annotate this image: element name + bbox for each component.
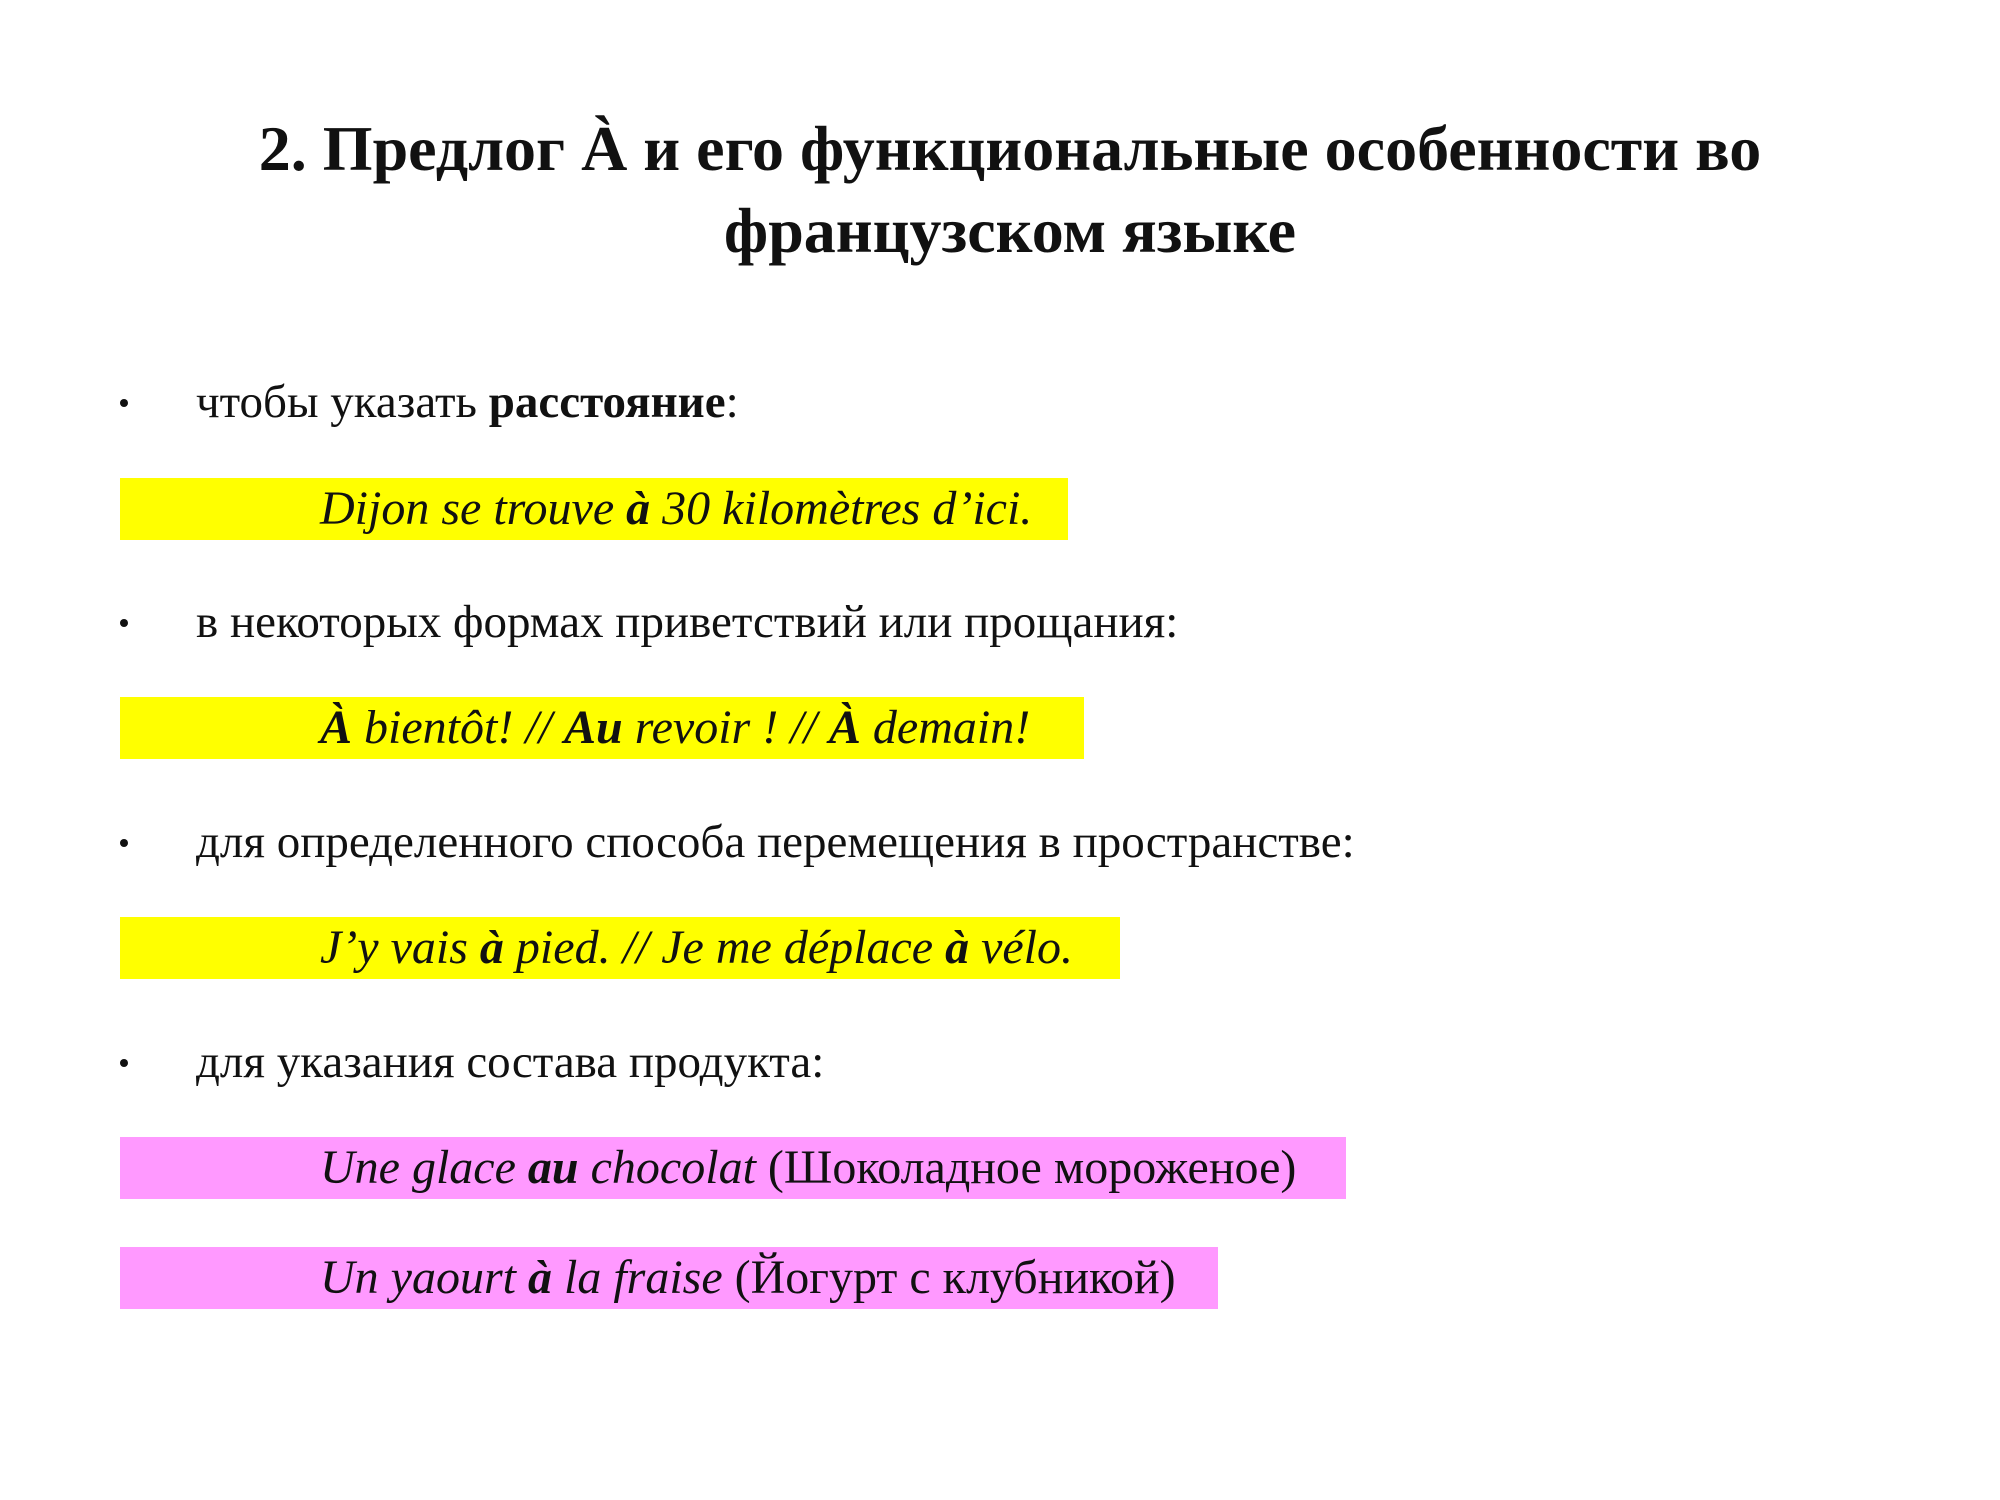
example-text	[120, 478, 1032, 540]
example-part: vélo.	[969, 921, 1074, 974]
example-part: Dijon se trouve	[320, 482, 627, 535]
example-preposition: à	[479, 921, 504, 974]
example-part: Une glace	[320, 1141, 528, 1194]
example-part: revoir ! //	[622, 701, 829, 754]
example-preposition: À	[828, 701, 861, 754]
bullet-icon	[120, 839, 128, 847]
bullet-text-part: :	[725, 376, 739, 428]
example-part: la fraise	[551, 1251, 723, 1304]
example-text	[120, 697, 1030, 759]
example-preposition: à	[945, 921, 970, 974]
example-part: bientôt! //	[352, 701, 564, 754]
example-part: demain!	[860, 701, 1031, 754]
example-highlight-transport	[120, 917, 1120, 979]
example-part: 30 kilomètres d’ici.	[650, 482, 1033, 535]
example-translation: (Йогурт с клубникой)	[722, 1251, 1176, 1304]
example-part: chocolat	[578, 1141, 756, 1194]
example-preposition: À	[320, 701, 353, 754]
example-highlight-yogurt	[120, 1247, 1218, 1309]
bullet-icon	[120, 399, 128, 407]
bullet-text: в некоторых формах приветствий или прощания:	[196, 596, 1179, 648]
example-highlight-distance	[120, 478, 1068, 540]
example-part: pied. // Je me déplace	[503, 921, 946, 974]
example-highlight-ice-cream	[120, 1137, 1346, 1199]
example-part: J’y vais	[320, 921, 480, 974]
slide-title: 2. Предлог À и его функциональные особенности во французском языке	[258, 113, 1762, 266]
bullet-icon	[120, 1059, 128, 1067]
bullet-icon	[120, 619, 128, 627]
example-text	[120, 1137, 1296, 1199]
bullet-text	[196, 372, 739, 432]
bullet-text-part: чтобы указать	[196, 376, 489, 428]
example-preposition: Au	[563, 701, 623, 754]
bullet-text: для указания состава продукта:	[196, 1036, 825, 1088]
bullet-text-bold: расстояние	[488, 376, 726, 428]
example-preposition: à	[626, 482, 651, 535]
example-preposition: au	[527, 1141, 579, 1194]
example-preposition: à	[527, 1251, 552, 1304]
bullet-text: для определенного способа перемещения в пространстве:	[196, 816, 1355, 868]
example-part: Un yaourt	[320, 1251, 528, 1304]
example-highlight-greetings	[120, 697, 1084, 759]
example-text	[120, 917, 1073, 979]
example-text	[120, 1247, 1176, 1309]
example-translation: (Шоколадное мороженое)	[755, 1141, 1297, 1194]
